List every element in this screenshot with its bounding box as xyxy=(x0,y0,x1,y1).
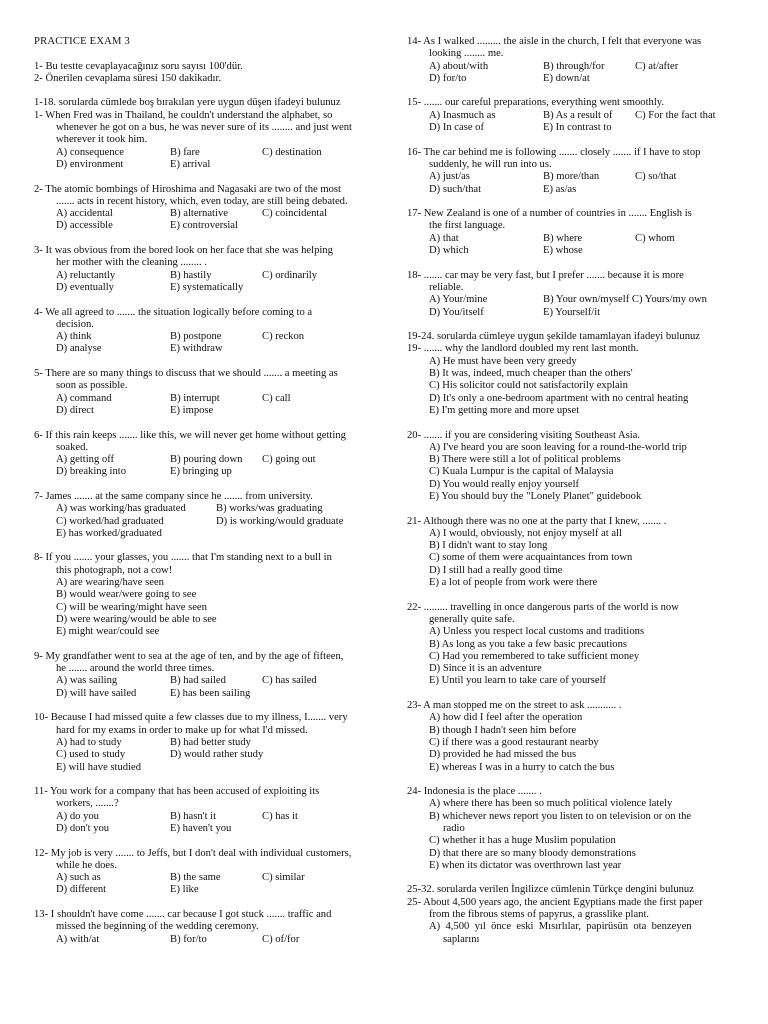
option-c[interactable]: C) so/that xyxy=(635,171,677,183)
option-c[interactable]: C) has sailed xyxy=(262,675,317,687)
option-b[interactable]: B) alternative xyxy=(170,208,228,220)
option-b[interactable]: B) interrupt xyxy=(170,392,220,404)
option-a[interactable]: A) just/as xyxy=(429,171,470,183)
option-e[interactable]: E) haven't you xyxy=(170,823,232,834)
right-column xyxy=(407,36,735,946)
option-d[interactable]: D) were wearing/would be able to see xyxy=(56,613,217,625)
question-stem: 10- Because I had missed quite a few classes due to my illness, I....... very xyxy=(34,712,348,724)
option-b[interactable]: B) There were still a lot of political problems xyxy=(429,454,621,466)
option-b[interactable]: B) postpone xyxy=(170,331,222,343)
option-e[interactable]: E) whereas I was in a hurry to catch the bus xyxy=(429,761,615,773)
option-a[interactable]: A) how did I feel after the operation xyxy=(429,712,583,724)
question-17 xyxy=(407,208,735,257)
option-c[interactable]: C) coincidental xyxy=(262,208,328,220)
question-stem: 8- If you ....... your glasses, you ....... that I'm standing next to a bull in xyxy=(34,552,332,564)
option-e[interactable]: E) might wear/could see xyxy=(56,626,160,638)
question-stem: 18- ....... car may be very fast, but I prefer ....... because it is more xyxy=(407,269,684,281)
question-stem: 15- ....... our careful preparations, everything went smoothly. xyxy=(407,97,665,109)
option-e[interactable]: E) has worked/graduated xyxy=(56,527,162,539)
question-stem: 14- As I walked ......... the aisle in the church, I felt that everyone was xyxy=(407,36,702,47)
option-d[interactable]: D) is working/would graduate xyxy=(216,515,344,527)
option-b[interactable]: B) fare xyxy=(170,146,200,158)
question-stem: 13- I shouldn't have come ....... car because I got stuck ....... traffic and xyxy=(34,909,332,921)
option-b[interactable]: B) works/was graduating xyxy=(216,503,323,515)
option-d[interactable]: D) Since it is an adventure xyxy=(429,663,542,675)
exam-title: PRACTICE EXAM 3 xyxy=(34,36,130,47)
option-c[interactable]: C) whom xyxy=(635,232,675,244)
option-e[interactable]: E) Yourself/it xyxy=(543,306,601,318)
option-a[interactable]: A) command xyxy=(56,392,112,404)
option-c[interactable]: C) similar xyxy=(262,872,305,884)
question-stem: suddenly, he will run into us. xyxy=(429,158,552,170)
option-c[interactable]: C) has it xyxy=(262,810,298,822)
section-instruction-2: 19-24. sorularda cümleye uygun şekilde tamamlayan ifadeyi bulunuz xyxy=(407,331,701,343)
question-stem: 3- It was obvious from the bored look on her face that she was helping xyxy=(34,245,333,257)
question-24 xyxy=(407,786,735,872)
option-e[interactable]: E) a lot of people from work were there xyxy=(429,577,598,589)
option-d[interactable]: D) analyse xyxy=(56,343,102,355)
question-stem: 7- James ....... at the same company since he ....... from university. xyxy=(34,490,313,502)
question-stem: reliable. xyxy=(429,281,464,293)
answer-options xyxy=(34,503,384,540)
answer-options xyxy=(407,798,735,872)
option-a[interactable]: A) He must have been very greedy xyxy=(429,355,577,367)
option-b[interactable]: B) whichever news report you listen to on television or on the xyxy=(429,810,692,822)
option-c[interactable]: C) going out xyxy=(262,454,316,466)
question-stem: wherever it took him. xyxy=(56,134,148,146)
option-e[interactable]: E) has been sailing xyxy=(170,687,251,699)
question-10 xyxy=(34,712,384,773)
option-c[interactable]: C) His solicitor could not satisfactorily explain xyxy=(429,380,628,392)
option-d[interactable]: D) I still had a really good time xyxy=(429,564,563,576)
option-b[interactable]: B) As long as you take a few basic precautions xyxy=(429,638,627,650)
option-a[interactable]: A) think xyxy=(56,331,92,343)
option-d[interactable]: D) eventually xyxy=(56,281,114,293)
question-stem: hard for my exams in order to make up for what I'd missed. xyxy=(56,724,308,736)
question-stem: he ....... around the world three times. xyxy=(56,663,215,675)
option-a[interactable]: A) about/with xyxy=(429,60,489,72)
left-column xyxy=(34,36,384,958)
option-a[interactable]: A) such as xyxy=(56,872,101,884)
option-b[interactable]: B) hasn't it xyxy=(170,810,217,822)
answer-options xyxy=(407,442,735,503)
question-stem: whenever he got on a bus, he was never sure of its ........ and just went xyxy=(56,122,352,134)
question-3 xyxy=(34,245,384,294)
option-a[interactable]: A) accidental xyxy=(56,208,113,220)
option-c[interactable]: C) if there was a good restaurant nearby xyxy=(429,736,599,748)
option-c[interactable]: C) of/for xyxy=(262,933,300,945)
option-c[interactable]: C) destination xyxy=(262,146,322,158)
question-stem: 24- Indonesia is the place ....... . xyxy=(407,786,542,798)
option-c[interactable]: C) whether it has a huge Muslim population xyxy=(429,835,616,847)
option-b-c[interactable]: B) Your own/myself C) Yours/my own xyxy=(543,294,707,306)
answer-options xyxy=(407,110,735,135)
question-2 xyxy=(34,184,384,233)
option-a[interactable]: A) had to study xyxy=(56,736,122,748)
answer-options xyxy=(34,577,384,638)
option-c[interactable]: C) used to study xyxy=(56,749,126,761)
option-e[interactable]: E) systematically xyxy=(170,281,244,293)
option-d[interactable]: D) will have sailed xyxy=(56,687,137,699)
answer-options xyxy=(34,934,384,946)
option-a[interactable]: A) consequence xyxy=(56,146,124,158)
question-14 xyxy=(407,36,735,85)
option-d[interactable]: D) environment xyxy=(56,158,124,170)
answer-options xyxy=(34,270,384,295)
question-11 xyxy=(34,786,384,835)
option-b[interactable]: B) pouring down xyxy=(170,454,243,466)
question-16 xyxy=(407,147,735,196)
option-e[interactable]: E) In contrast to xyxy=(543,122,612,134)
section-instruction-3: 25-32. sorularda verilen İngilizce cümlenin Türkçe dengini bulunuz xyxy=(407,884,694,896)
option-e[interactable]: E) when its dictator was overthrown last year xyxy=(429,859,622,871)
answer-options xyxy=(34,208,384,233)
option-a[interactable]: A) where there has been so much political violence lately xyxy=(429,798,673,810)
option-a-continued: saplarını xyxy=(443,933,480,945)
option-a[interactable]: A) was working/has graduated xyxy=(56,503,186,515)
option-c[interactable]: C) reckon xyxy=(262,331,305,343)
answer-options xyxy=(407,921,735,946)
question-1 xyxy=(34,110,384,171)
option-d[interactable]: D) In case of xyxy=(429,122,485,134)
question-6 xyxy=(34,430,384,479)
option-e[interactable]: E) withdraw xyxy=(170,343,223,355)
answer-options xyxy=(34,872,384,897)
question-stem: 21- Although there was no one at the party that I knew, ....... . xyxy=(407,515,667,527)
option-e[interactable]: E) impose xyxy=(170,404,214,416)
option-c[interactable]: C) For the fact that xyxy=(635,109,716,121)
question-stem: decision. xyxy=(56,318,94,330)
option-d[interactable]: D) for/to xyxy=(429,72,467,84)
question-stem: 4- We all agreed to ....... the situation logically before coming to a xyxy=(34,306,313,318)
answer-options xyxy=(407,294,735,319)
question-stem: 23- A man stopped me on the street to ask ........... . xyxy=(407,700,622,712)
option-c[interactable]: C) at/after xyxy=(635,60,679,72)
answer-options xyxy=(407,356,735,417)
option-c[interactable]: C) Kuala Lumpur is the capital of Malaysia xyxy=(429,466,614,478)
option-c[interactable]: C) Had you remembered to take sufficient money xyxy=(429,650,640,662)
answer-options xyxy=(407,528,735,589)
question-23 xyxy=(407,700,735,774)
option-a[interactable]: A) do you xyxy=(56,810,99,822)
option-e[interactable]: E) like xyxy=(170,884,199,896)
option-a[interactable]: A) Your/mine xyxy=(429,294,488,306)
option-d[interactable]: D) You would really enjoy yourself xyxy=(429,478,580,490)
option-e[interactable]: E) arrival xyxy=(170,158,211,170)
question-stem: 6- If this rain keeps ....... like this, we will never get home without getting xyxy=(34,429,346,441)
question-5 xyxy=(34,368,384,417)
option-c[interactable]: C) call xyxy=(262,392,291,404)
question-stem: 16- The car behind me is following ....... closely ....... if I have to stop xyxy=(407,146,701,158)
question-18 xyxy=(407,270,735,319)
question-stem: soaked. xyxy=(56,441,89,453)
question-stem: 22- ......... travelling in once dangerous parts of the world is now xyxy=(407,601,679,613)
answer-options xyxy=(34,675,384,700)
option-a[interactable]: A) I've heard you are soon leaving for a round-the-world trip xyxy=(429,441,687,453)
option-b[interactable]: B) I didn't want to stay long xyxy=(429,540,548,552)
question-7 xyxy=(34,491,384,540)
question-stem: workers, .......? xyxy=(56,798,119,810)
answer-options xyxy=(34,737,384,774)
answer-options xyxy=(407,233,735,258)
option-a[interactable]: A) reluctantly xyxy=(56,269,116,281)
option-b[interactable]: B) hastily xyxy=(170,269,212,281)
option-a[interactable]: A) Inasmuch as xyxy=(429,109,496,121)
option-b[interactable]: B) through/for xyxy=(543,60,605,72)
question-stem: missed the beginning of the wedding ceremony. xyxy=(56,921,259,933)
option-b[interactable]: B) would wear/were going to see xyxy=(56,589,197,601)
option-e[interactable]: E) whose xyxy=(543,245,583,257)
question-stem: 5- There are so many things to discuss that we should ....... a meeting as xyxy=(34,368,338,380)
question-stem: 12- My job is very ....... to Jeffs, but I don't deal with individual customers, xyxy=(34,847,352,859)
option-d[interactable]: D) breaking into xyxy=(56,466,127,478)
option-a[interactable]: A) was sailing xyxy=(56,675,118,687)
question-25 xyxy=(407,897,735,946)
option-d[interactable]: D) It's only a one-bedroom apartment with no central heating xyxy=(429,392,689,404)
section-instruction-1: 1-18. sorularda cümlede boş bırakılan yere uygun düşen ifadeyi bulunuz xyxy=(34,97,341,109)
question-21 xyxy=(407,516,735,590)
option-b[interactable]: B) As a result of xyxy=(543,109,613,121)
question-stem: her mother with the cleaning ........ . xyxy=(56,257,207,269)
option-d[interactable]: D) provided he had missed the bus xyxy=(429,749,577,761)
option-d[interactable]: D) which xyxy=(429,245,469,257)
option-d[interactable]: D) would rather study xyxy=(170,749,264,761)
option-a[interactable]: A) getting off xyxy=(56,454,115,466)
option-b-continued: radio xyxy=(443,823,465,834)
question-stem: looking ........ me. xyxy=(429,48,504,60)
answer-options xyxy=(34,147,384,172)
question-stem: 1- When Fred was in Thailand, he couldn't understand the alphabet, so xyxy=(34,109,333,121)
question-8 xyxy=(34,552,384,638)
option-b[interactable]: B) more/than xyxy=(543,171,600,183)
answer-options xyxy=(407,61,735,86)
option-a[interactable]: A) that xyxy=(429,232,459,244)
option-c[interactable]: C) worked/had graduated xyxy=(56,515,164,527)
option-d[interactable]: D) direct xyxy=(56,404,94,416)
option-b[interactable]: B) the same xyxy=(170,872,221,884)
question-stem: 19- ....... why the landlord doubled my rent last month. xyxy=(407,343,639,355)
option-d[interactable]: D) You/itself xyxy=(429,306,484,318)
answer-options xyxy=(34,393,384,418)
question-stem: while he does. xyxy=(56,859,117,871)
question-20 xyxy=(407,430,735,504)
option-c[interactable]: C) ordinarily xyxy=(262,269,318,281)
question-stem: from the fibrous stems of papyrus, a grasslike plant. xyxy=(429,909,650,921)
option-b[interactable]: B) where xyxy=(543,232,583,244)
option-d[interactable]: D) that there are so many bloody demonstrations xyxy=(429,847,636,859)
option-d[interactable]: D) different xyxy=(56,884,107,896)
question-stem: ....... acts in recent history, which, even today, are still being debated. xyxy=(56,195,348,207)
question-13 xyxy=(34,909,384,946)
answer-options xyxy=(34,811,384,836)
question-stem: 20- ....... if you are considering visiting Southeast Asia. xyxy=(407,429,641,441)
question-15 xyxy=(407,97,735,134)
answer-options xyxy=(407,712,735,773)
option-a[interactable]: A) 4,500 yıl önce eski Mısırlılar, papirüsün ota benzeyen xyxy=(429,921,692,933)
option-b[interactable]: B) It was, indeed, much cheaper than the others' xyxy=(429,368,633,380)
question-stem: this photograph, not a cow! xyxy=(56,564,173,576)
question-stem: 11- You work for a company that has been accused of exploiting its xyxy=(34,786,320,798)
question-stem: 9- My grandfather went to sea at the age of ten, and by the age of fifteen, xyxy=(34,650,344,662)
option-a[interactable]: A) Unless you respect local customs and traditions xyxy=(429,626,645,638)
option-a[interactable]: A) are wearing/have seen xyxy=(56,577,164,589)
answer-options xyxy=(407,626,735,687)
option-b[interactable]: B) had sailed xyxy=(170,675,226,687)
option-b[interactable]: B) had better study xyxy=(170,736,251,748)
option-b[interactable]: B) for/to xyxy=(170,933,207,945)
question-19 xyxy=(407,343,735,417)
question-stem: 17- New Zealand is one of a number of countries in ....... English is xyxy=(407,208,692,220)
option-e[interactable]: E) I'm getting more and more upset xyxy=(429,404,580,416)
answer-options xyxy=(407,171,735,196)
note-question-count: 1- Bu testte cevaplayacağınız soru sayısı 100'dür. xyxy=(34,60,243,72)
question-stem: generally quite safe. xyxy=(429,613,515,625)
option-e[interactable]: E) You should buy the "Lonely Planet" guidebook xyxy=(429,490,642,502)
question-stem: 2- The atomic bombings of Hiroshima and Nagasaki are two of the most xyxy=(34,183,341,195)
option-e[interactable]: E) bringing up xyxy=(170,466,232,478)
note-time-limit: 2- Önerilen cevaplama süresi 150 dakikadır. xyxy=(34,72,222,84)
question-12 xyxy=(34,848,384,897)
option-c[interactable]: C) some of them were acquaintances from town xyxy=(429,552,633,564)
question-4 xyxy=(34,307,384,356)
option-e[interactable]: E) down/at xyxy=(543,72,590,84)
answer-options xyxy=(34,454,384,479)
option-d[interactable]: D) don't you xyxy=(56,823,110,834)
option-e[interactable]: E) controversial xyxy=(170,220,238,232)
option-c[interactable]: C) will be wearing/might have seen xyxy=(56,601,207,613)
option-a[interactable]: A) I would, obviously, not enjoy myself at all xyxy=(429,527,622,539)
option-b[interactable]: B) though I hadn't seen him before xyxy=(429,724,577,736)
option-e[interactable]: E) as/as xyxy=(543,183,577,195)
question-9 xyxy=(34,651,384,700)
question-stem: soon as possible. xyxy=(56,380,128,392)
question-stem: 25- About 4,500 years ago, the ancient Egyptians made the first paper xyxy=(407,896,703,908)
option-e[interactable]: E) Until you learn to take care of yourself xyxy=(429,675,607,687)
question-stem: the first language. xyxy=(429,220,506,232)
question-22 xyxy=(407,602,735,688)
option-d[interactable]: D) such/that xyxy=(429,183,482,195)
option-d[interactable]: D) accessible xyxy=(56,220,113,232)
option-a[interactable]: A) with/at xyxy=(56,933,100,945)
option-e[interactable]: E) will have studied xyxy=(56,761,142,773)
answer-options xyxy=(34,331,384,356)
